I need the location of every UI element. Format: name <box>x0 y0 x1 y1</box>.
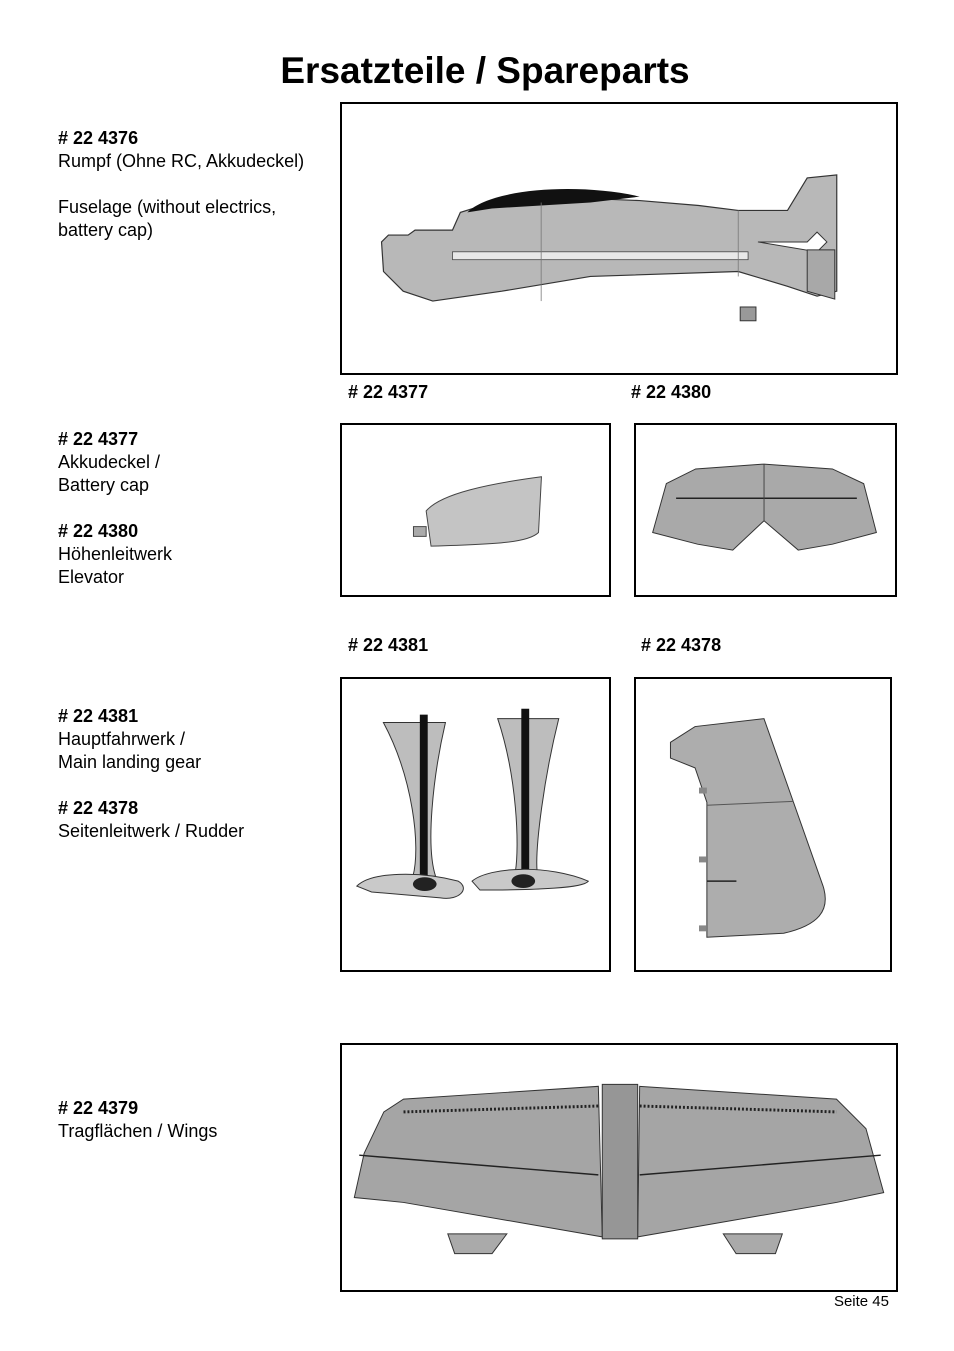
part-name-en: Battery cap <box>58 475 150 495</box>
rudder-drawing <box>636 679 890 970</box>
wings-image <box>340 1043 898 1292</box>
page-title: Ersatzteile / Spareparts <box>280 50 690 91</box>
wings-drawing <box>342 1045 896 1290</box>
landing-gear-rudder-description <box>58 705 244 843</box>
part-number: # 22 4379 <box>58 1098 139 1118</box>
rudder-caption: # 22 4378 <box>641 635 722 655</box>
battery-cap-drawing <box>342 425 609 595</box>
fuselage-image <box>340 102 898 375</box>
part-name-de: Rumpf (Ohne RC, Akkudeckel) <box>58 151 305 171</box>
battery-cap-elevator-description <box>58 428 172 589</box>
part-number: # 22 4377 <box>58 429 139 449</box>
page-number: Seite 45 <box>833 1293 889 1310</box>
part-name-de: Akkudeckel / <box>58 452 161 472</box>
part-number: # 22 4380 <box>58 521 139 541</box>
battery-cap-image <box>340 423 611 597</box>
wings-description <box>58 1097 217 1143</box>
battery-cap-caption: # 22 4377 <box>348 382 429 402</box>
elevator-caption: # 22 4380 <box>631 382 712 402</box>
landing-gear-caption: # 22 4381 <box>348 635 429 655</box>
part-name: Seitenleitwerk / Rudder <box>58 821 245 841</box>
landing-gear-image <box>340 677 611 972</box>
part-name-en: Main landing gear <box>58 752 202 772</box>
elevator-drawing <box>636 425 895 595</box>
part-number: # 22 4381 <box>58 706 139 726</box>
rudder-image <box>634 677 892 972</box>
part-name-de: Höhenleitwerk <box>58 544 173 564</box>
fuselage-drawing <box>342 104 896 373</box>
part-name-en: Fuselage (without electrics, <box>58 197 277 217</box>
part-name-en: Elevator <box>58 567 125 587</box>
part-name-en-cont: battery cap) <box>58 220 154 240</box>
part-name-de: Hauptfahrwerk / <box>58 729 186 749</box>
elevator-image <box>634 423 897 597</box>
fuselage-description <box>58 127 304 242</box>
landing-gear-drawing <box>342 679 609 970</box>
part-number: # 22 4376 <box>58 128 139 148</box>
part-name: Tragflächen / Wings <box>58 1121 218 1141</box>
part-number: # 22 4378 <box>58 798 139 818</box>
